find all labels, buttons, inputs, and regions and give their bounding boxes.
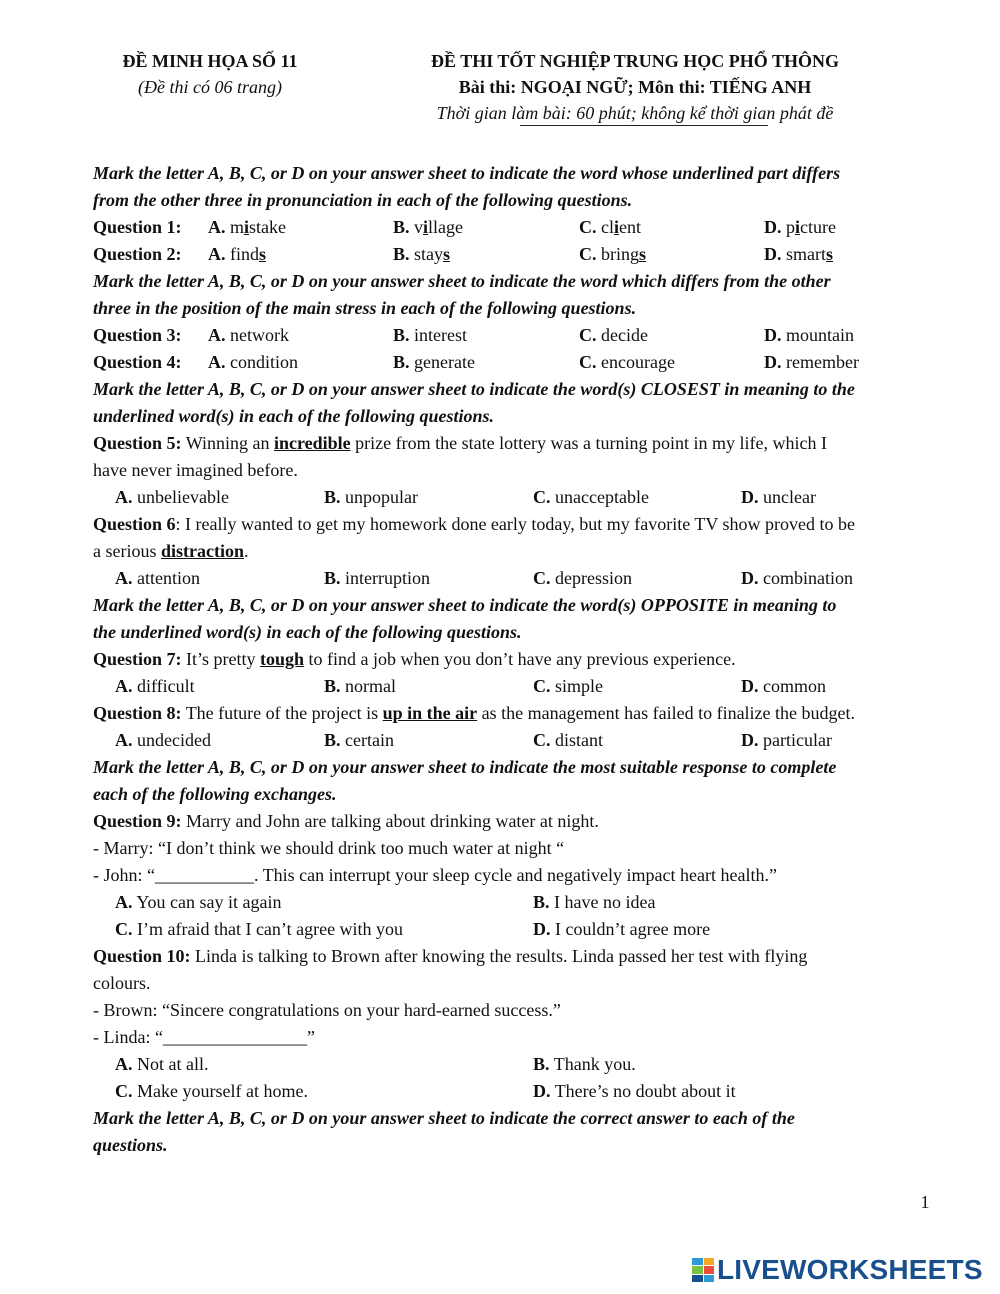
exam-code-title: ĐỀ MINH HỌA SỐ 11 xyxy=(122,51,298,71)
instruction-line: Mark the letter A, B, C, or D on your answer sheet to indicate the word which differs from the other xyxy=(93,271,831,291)
option-c[interactable]: C. distant xyxy=(533,730,603,750)
option-b[interactable]: B. interest xyxy=(393,325,467,345)
logo-text: LIVEWORKSHEETS xyxy=(717,1254,983,1285)
liveworksheets-logo[interactable] xyxy=(692,1255,983,1285)
option-d[interactable]: D. particular xyxy=(741,730,832,750)
option-b[interactable]: B. I have no idea xyxy=(533,892,656,912)
page-count-note: (Đề thi có 06 trang) xyxy=(138,77,282,97)
option-c[interactable]: C. client xyxy=(579,217,642,237)
exam-title: ĐỀ THI TỐT NGHIỆP TRUNG HỌC PHỔ THÔNG xyxy=(431,51,839,71)
option-c[interactable]: C. Make yourself at home. xyxy=(115,1081,308,1101)
option-a[interactable]: A. condition xyxy=(208,352,298,372)
instruction-line: Mark the letter A, B, C, or D on your answer sheet to indicate the correct answer to each of the xyxy=(93,1108,795,1128)
option-b[interactable]: B. stays xyxy=(393,244,451,264)
underlined-word: distraction xyxy=(160,541,244,561)
option-c[interactable]: C. unacceptable xyxy=(533,487,649,507)
question-label: Question 4: xyxy=(93,352,182,372)
question-9-dialogue: - Marry: “I don’t think we should drink too much water at night “ xyxy=(93,838,565,858)
instruction-line: Mark the letter A, B, C, or D on your answer sheet to indicate the word(s) CLOSEST in meaning to the xyxy=(93,379,855,399)
question-7-options xyxy=(93,673,933,700)
question-label: Question 2: xyxy=(93,244,182,264)
question-4 xyxy=(93,349,933,376)
option-c[interactable]: C. I’m afraid that I can’t agree with you xyxy=(115,919,404,939)
question-label: Question 3: xyxy=(93,325,182,345)
question-label: Question 1: xyxy=(93,217,182,237)
option-b[interactable]: B. normal xyxy=(324,676,397,696)
question-10-stem: Question 10: Linda is talking to Brown after knowing the results. Linda passed her test with flying xyxy=(93,946,808,966)
exam-time: Thời gian làm bài: 60 phút; không kể thời gian phát đề xyxy=(436,103,834,123)
question-8-stem: Question 8: The future of the project is up in the air as the management has failed to finalize the budget. xyxy=(93,703,856,723)
question-10-dialogue: - Brown: “Sincere congratulations on your hard-earned success.” xyxy=(93,1000,561,1020)
header-divider xyxy=(520,125,768,126)
option-a[interactable]: A. difficult xyxy=(115,676,195,696)
option-c[interactable]: C. brings xyxy=(579,244,647,264)
option-d[interactable]: D. picture xyxy=(764,217,836,237)
option-a[interactable]: A. unbelievable xyxy=(115,487,229,507)
question-1 xyxy=(93,214,933,241)
instruction-line: each of the following exchanges. xyxy=(93,784,337,804)
option-a[interactable]: A. You can say it again xyxy=(115,892,282,912)
option-c[interactable]: C. decide xyxy=(579,325,648,345)
instruction-line: questions. xyxy=(93,1135,168,1155)
question-9-stem: Question 9: Marry and John are talking about drinking water at night. xyxy=(93,811,599,831)
question-6-options xyxy=(93,565,933,592)
option-b[interactable]: B. generate xyxy=(393,352,475,372)
question-9-options-ab xyxy=(93,889,933,916)
header-right xyxy=(400,48,870,126)
question-6-stem: Question 6: I really wanted to get my homework done early today, but my favorite TV show proved to be xyxy=(93,514,856,534)
question-10-dialogue: - Linda: “________________” xyxy=(93,1027,315,1047)
page-number: 1 xyxy=(920,1192,930,1212)
question-10-stem-cont: colours. xyxy=(93,973,151,993)
option-b[interactable]: B. unpopular xyxy=(324,487,418,507)
question-2 xyxy=(93,241,933,268)
question-content xyxy=(93,160,933,1159)
option-a[interactable]: A. attention xyxy=(115,568,200,588)
underlined-word: tough xyxy=(260,649,305,669)
option-b[interactable]: B. Thank you. xyxy=(533,1054,636,1074)
option-a[interactable]: A. finds xyxy=(208,244,267,264)
question-5-stem: Question 5: Winning an incredible prize from the state lottery was a turning point in my life, which I xyxy=(93,433,828,453)
question-9-dialogue: - John: “___________. This can interrupt your sleep cycle and negatively impact heart health.” xyxy=(93,865,777,885)
exam-subject: Bài thi: NGOẠI NGỮ; Môn thi: TIẾNG ANH xyxy=(458,77,812,97)
option-d[interactable]: D. smarts xyxy=(764,244,834,264)
option-d[interactable]: D. common xyxy=(741,676,826,696)
instruction-line: underlined word(s) in each of the following questions. xyxy=(93,406,495,426)
option-d[interactable]: D. remember xyxy=(764,352,859,372)
question-5-stem-cont: have never imagined before. xyxy=(93,460,298,480)
option-a[interactable]: A. undecided xyxy=(115,730,211,750)
header-left xyxy=(95,48,325,100)
underlined-word: up in the air xyxy=(382,703,478,723)
instruction-line: the underlined word(s) in each of the following questions. xyxy=(93,622,522,642)
question-5-options xyxy=(93,484,933,511)
option-a[interactable]: A. network xyxy=(208,325,289,345)
instruction-line: Mark the letter A, B, C, or D on your answer sheet to indicate the word(s) OPPOSITE in meaning to xyxy=(93,595,837,615)
option-d[interactable]: D. There’s no doubt about it xyxy=(533,1081,736,1101)
option-a[interactable]: A. Not at all. xyxy=(115,1054,209,1074)
option-d[interactable]: D. I couldn’t agree more xyxy=(533,919,711,939)
question-9-options-cd xyxy=(93,916,933,943)
question-7-stem: Question 7: It’s pretty tough to find a job when you don’t have any previous experience. xyxy=(93,649,736,669)
instruction-line: Mark the letter A, B, C, or D on your answer sheet to indicate the most suitable response to complete xyxy=(93,757,837,777)
question-10-options-ab xyxy=(93,1051,933,1078)
question-6-stem-cont: a serious distraction. xyxy=(93,541,249,561)
question-10-options-cd xyxy=(93,1078,933,1105)
option-d[interactable]: D. combination xyxy=(741,568,853,588)
instruction-line: three in the position of the main stress in each of the following questions. xyxy=(93,298,637,318)
instruction-line: Mark the letter A, B, C, or D on your answer sheet to indicate the word whose underlined part differs xyxy=(93,163,841,183)
underlined-word: incredible xyxy=(273,433,351,453)
option-d[interactable]: D. unclear xyxy=(741,487,816,507)
option-c[interactable]: C. encourage xyxy=(579,352,675,372)
question-3 xyxy=(93,322,933,349)
option-b[interactable]: B. interruption xyxy=(324,568,430,588)
instruction-line: from the other three in pronunciation in each of the following questions. xyxy=(93,190,633,210)
option-b[interactable]: B. village xyxy=(393,217,464,237)
logo-blocks-icon xyxy=(692,1258,714,1282)
option-b[interactable]: B. certain xyxy=(324,730,394,750)
option-a[interactable]: A. mistake xyxy=(208,217,287,237)
option-c[interactable]: C. simple xyxy=(533,676,603,696)
question-8-options xyxy=(93,727,933,754)
option-c[interactable]: C. depression xyxy=(533,568,632,588)
option-d[interactable]: D. mountain xyxy=(764,325,854,345)
